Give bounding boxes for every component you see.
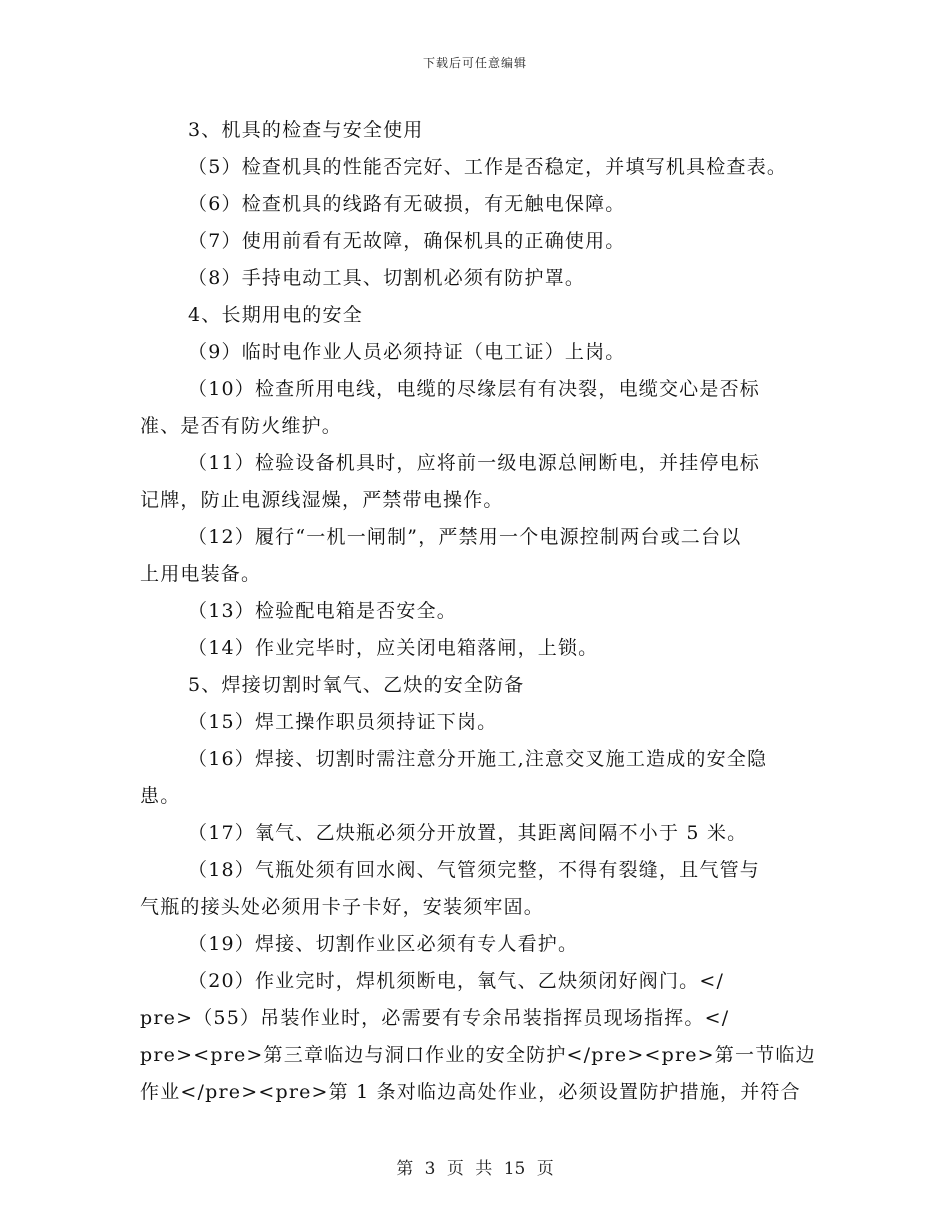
text-line: 上用电装备。 bbox=[140, 563, 262, 585]
text-line: （10）检查所用电线，电缆的尽缘层有有决裂，电缆交心是否标 bbox=[188, 378, 760, 400]
text-line: 患。 bbox=[140, 785, 181, 807]
text-line: 5、焊接切割时氧气、乙炔的安全防备 bbox=[188, 674, 525, 696]
text-line: pre><pre>第三章临边与洞口作业的安全防护</pre><pre>第一节临边 bbox=[140, 1044, 816, 1066]
text-line: （7）使用前看有无故障，确保机具的正确使用。 bbox=[188, 230, 626, 252]
text-line: 气瓶的接头处必须用卡子卡好，安装须牢固。 bbox=[140, 896, 545, 918]
text-line: （18）气瓶处须有回水阀、气管须完整，不得有裂缝，且气管与 bbox=[188, 859, 760, 881]
text-line: 3、机具的检查与安全使用 bbox=[188, 119, 424, 141]
text-line: （11）检验设备机具时，应将前一级电源总闸断电，并挂停电标 bbox=[188, 452, 760, 474]
text-line: （20）作业完时，焊机须断电，氧气、乙炔须闭好阀门。</ bbox=[188, 970, 725, 992]
text-line: pre>（55）吊装作业时，必需要有专余吊装指挥员现场指挥。</ bbox=[140, 1007, 730, 1029]
text-line: 记牌，防止电源线湿燥，严禁带电操作。 bbox=[140, 489, 504, 511]
text-line: （12）履行“一机一闸制”，严禁用一个电源控制两台或二台以 bbox=[188, 526, 742, 548]
text-line: （13）检验配电箱是否安全。 bbox=[188, 600, 457, 622]
text-line: 准、是否有防火维护。 bbox=[140, 415, 343, 437]
text-line: （8）手持电动工具、切割机必须有防护罩。 bbox=[188, 267, 586, 289]
text-line: （5）检查机具的性能否完好、工作是否稳定，并填写机具检查表。 bbox=[188, 156, 788, 178]
text-line: （17）氧气、乙炔瓶必须分开放置，其距离间隔不小于 5 米。 bbox=[188, 822, 748, 844]
text-line: 4、长期用电的安全 bbox=[188, 304, 363, 326]
text-line: （9）临时电作业人员必须持证（电工证）上岗。 bbox=[188, 341, 626, 363]
text-line: （19）焊接、切割作业区必须有专人看护。 bbox=[188, 933, 579, 955]
text-line: （15）焊工操作职员须持证下岗。 bbox=[188, 711, 498, 733]
text-line: （16）焊接、切割时需注意分开施工,注意交叉施工造成的安全隐 bbox=[188, 748, 768, 770]
document-body bbox=[140, 112, 816, 1111]
text-line: （14）作业完毕时，应关闭电箱落闸，上锁。 bbox=[188, 637, 599, 659]
text-line: （6）检查机具的线路有无破损，有无触电保障。 bbox=[188, 193, 626, 215]
text-line: 作业</pre><pre>第 1 条对临边高处作业，必须设置防护措施，并符合 bbox=[140, 1081, 801, 1103]
page-header: 下载后可任意编辑 bbox=[422, 56, 527, 70]
page-number-footer: 第 3 页 共 15 页 bbox=[396, 1159, 554, 1179]
